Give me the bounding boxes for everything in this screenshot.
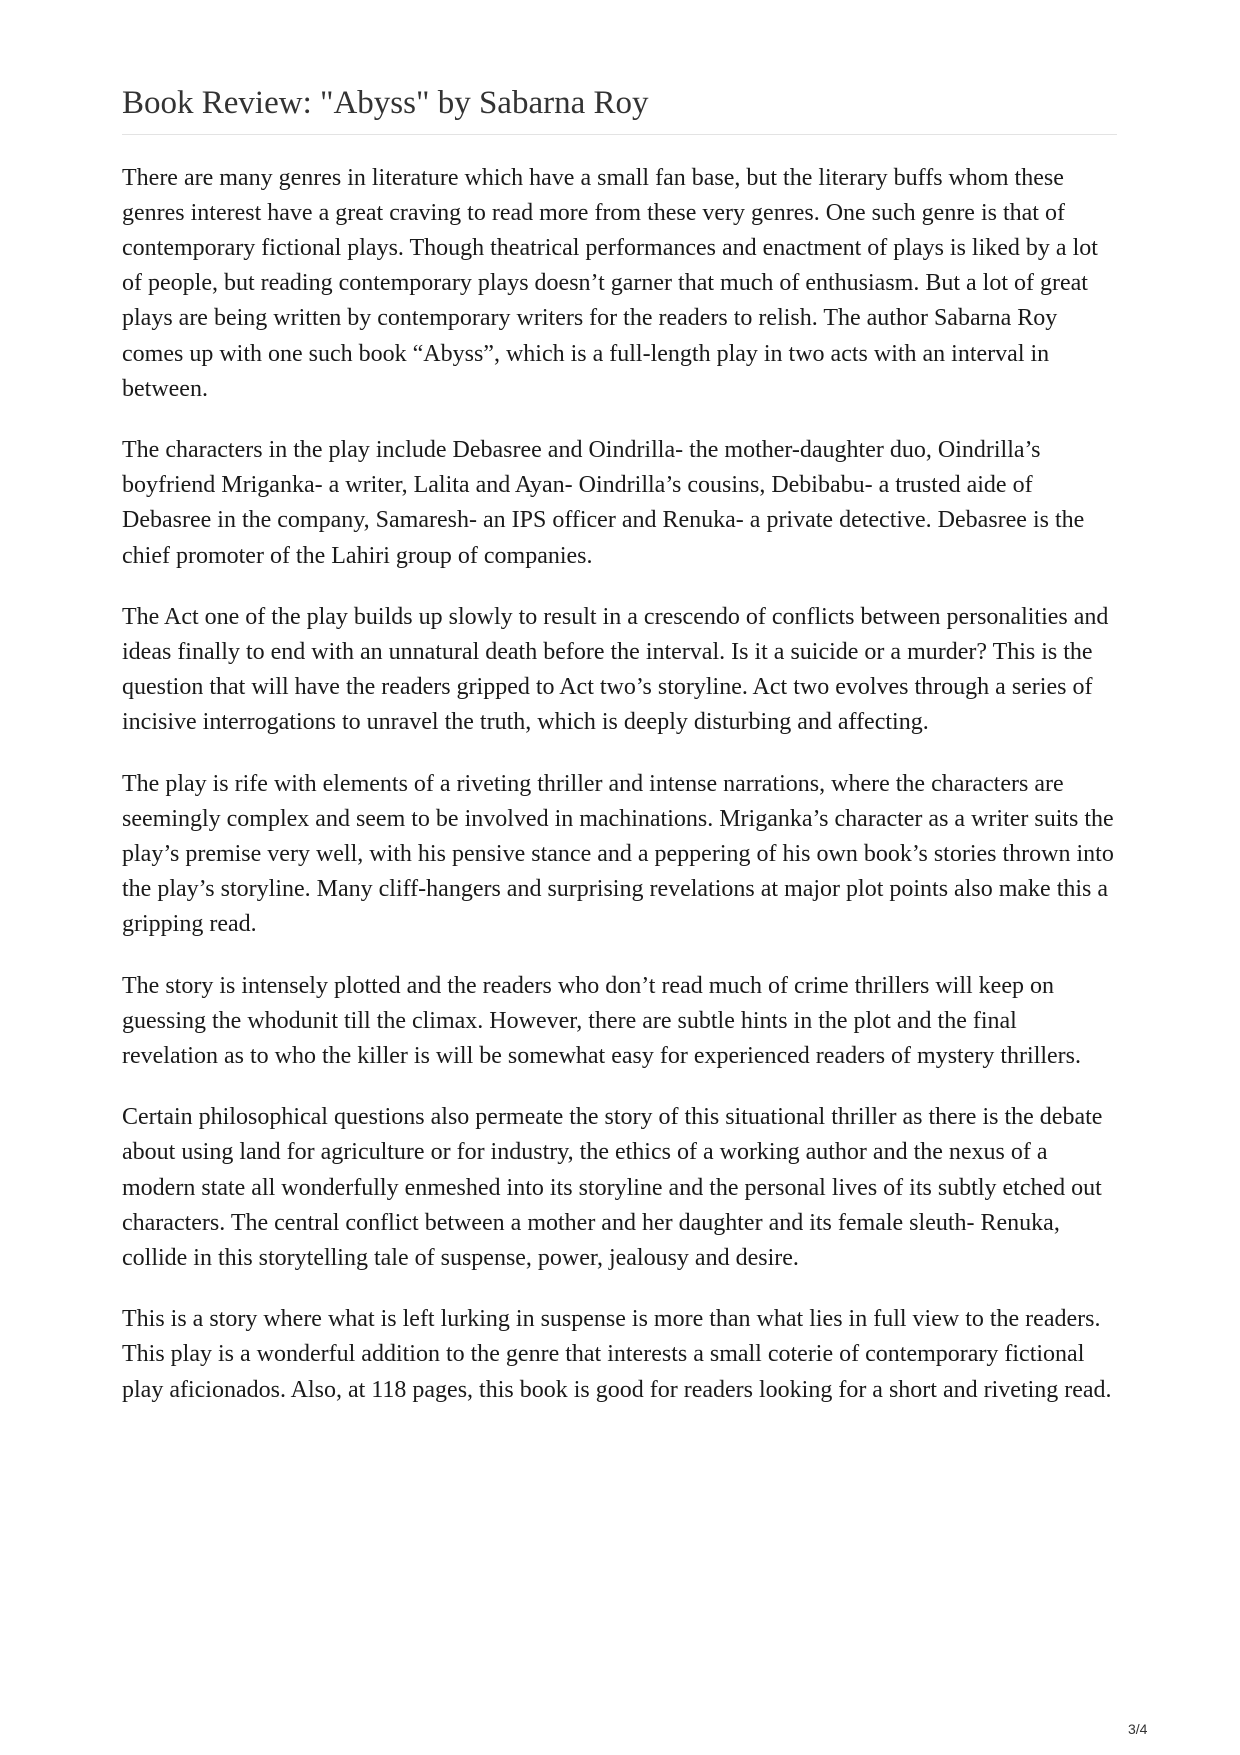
paragraph-7: This is a story where what is left lurking in suspense is more than what lies in full view to the readers. This play is a wonderful addition to the genre that interests a small coterie of contemporary fictional play aficionados. Also, at 118 pages, this book is good for readers looking for a short and riveting read. (122, 1306, 1112, 1403)
article-title: Book Review: "Abyss" by Sabarna Roy (122, 85, 649, 121)
paragraph-2: The characters in the play include Debasree and Oindrilla- the mother-daughter duo, Oindrilla’s boyfriend Mriganka- a writer, Lalita and Ayan- Oindrilla’s cousins, Debibabu- a trusted aide of Debasree in the company, Samaresh- an IPS officer and Renuka- a private detective. Debasree is the chief promoter of the Lahiri group of companies. (122, 437, 1085, 569)
paragraph-4: The play is rife with elements of a riveting thriller and intense narrations, where the characters are seemingly complex and seem to be involved in machinations. Mriganka’s character as a writer suits the play’s premise very well, with his pensive stance and a peppering of his own book’s stories thrown into the play’s storyline. Many cliff-hangers and surprising revelations at major plot points also make this a gripping read. (122, 770, 1114, 938)
paragraph-3: The Act one of the play builds up slowly to result in a crescendo of conflicts between personalities and ideas finally to end with an unnatural death before the interval. Is it a suicide or a murder? This is the question that will have the readers gripped to Act two’s storyline. Act two evolves through a series of incisive interrogations to unravel the truth, which is deeply disturbing and affecting. (122, 603, 1109, 736)
article (122, 84, 1117, 1434)
paragraph-5: The story is intensely plotted and the readers who don’t read much of crime thrillers will keep on guessing the whodunit till the climax. However, there are subtle hints in the plot and the final revelation as to who the killer is will be somewhat easy for experienced readers of mystery thrillers. (122, 972, 1082, 1070)
paragraph-6: Certain philosophical questions also permeate the story of this situational thriller as there is the debate about using land for agriculture or for industry, the ethics of a working author and the nexus of a modern state all wonderfully enmeshed into its storyline and the personal lives of its subtly etched out characters. The central conflict between a mother and her daughter and its female sleuth- Renuka, collide in this storytelling tale of suspense, power, jealousy and desire. (122, 1104, 1103, 1272)
title-divider (122, 134, 1117, 135)
paragraph-1: There are many genres in literature which have a small fan base, but the literary buffs whom these genres interest have a great craving to read more from these very genres. One such genre is that of contemporary fictional plays. Though theatrical performances and enactment of plays is liked by a lot of people, but reading contemporary plays doesn’t garner that much of enthusiasm. But a lot of great plays are being written by contemporary writers for the readers to relish. The author Sabarna Roy comes up with one such book “Abyss”, which is a full-length play in two acts with an interval in between. (122, 164, 1098, 402)
article-body (122, 161, 1117, 1408)
page-number: 3/4 (1128, 1721, 1148, 1737)
